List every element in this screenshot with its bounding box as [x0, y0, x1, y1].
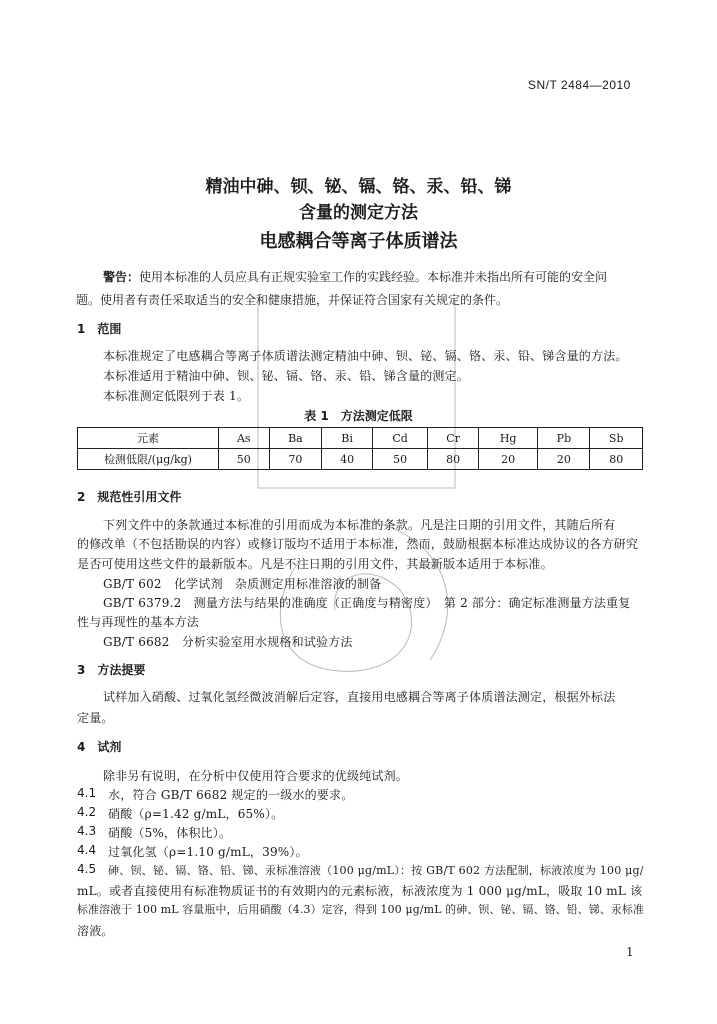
- item-number: 4.5: [77, 862, 97, 876]
- item-text: 硝酸（ρ=1.42 g/mL，65%）。: [108, 807, 284, 821]
- table-cell: 50: [372, 449, 428, 470]
- standard-number: SN/T 2484—2010: [528, 78, 631, 92]
- item-text: 水，符合 GB/T 6682 规定的一级水的要求。: [108, 788, 354, 802]
- item-4-5-line-3: 标准溶液于 100 mL 容量瓶中，后用硝酸（4.3）定容，得到 100 μg/mL 的砷、钡、铋、镉、铬、铅、锑、汞标准: [77, 903, 645, 916]
- item-number: 4.1: [77, 786, 97, 800]
- warning-line-2: 题。使用者有责任采取适当的安全和健康措施，并保证符合国家有关规定的条件。: [76, 293, 509, 307]
- table-header-cell: 元素: [78, 428, 219, 449]
- section-1-heading: 1 范围: [77, 322, 122, 336]
- warning-line-1: 使用本标准的人员应具有正规实验室工作的实践经验。本标准并未指出所有可能的安全问: [139, 270, 608, 284]
- section-2-para-line-1: 下列文件中的条款通过本标准的引用而成为本标准的条款。凡是注日期的引用文件，其随后所有: [103, 518, 616, 532]
- table-header-row: [78, 428, 643, 449]
- item-4-5-line-4: 溶液。: [77, 924, 114, 938]
- table-row: [78, 449, 643, 470]
- table-cell: 检测低限/(μg/kg): [78, 449, 219, 470]
- section-1-para-3: 本标准测定低限列于表 1。: [103, 389, 250, 403]
- item-number: 4.4: [77, 843, 97, 857]
- table-1-caption: 表 1 方法测定低限: [304, 409, 413, 423]
- item-4-5-line-1: 砷、钡、铋、镉、铬、铅、锑、汞标准溶液（100 μg/mL）：按 GB/T 602 方法配制，标液浓度为 100 μg/: [108, 864, 644, 877]
- table-header-cell: Sb: [590, 428, 643, 449]
- section-4-intro: 除非另有说明，在分析中仅使用符合要求的优级纯试剂。: [103, 769, 409, 783]
- table-header-cell: Ba: [269, 428, 322, 449]
- item-number: 4.3: [77, 824, 97, 838]
- section-3-para-line-2: 定量。: [77, 711, 114, 725]
- reference-gbt-6379-line-1: GB/T 6379.2 测量方法与结果的准确度（正确度与精密度） 第 2 部分：确定标准测量方法重复: [103, 596, 631, 610]
- section-4-heading: 4 试剂: [77, 740, 122, 754]
- table-cell: 40: [322, 449, 373, 470]
- table-header-cell: Bi: [322, 428, 373, 449]
- section-2-heading: 2 规范性引用文件: [77, 490, 182, 504]
- reference-gbt-6379-line-2: 性与再现性的基本方法: [77, 615, 200, 629]
- section-2-para-line-3: 是否可使用这些文件的最新版本。凡是不注日期的引用文件，其最新版本适用于本标准。: [77, 557, 553, 571]
- detection-limit-table: [77, 427, 643, 470]
- table-cell: 80: [590, 449, 643, 470]
- table-cell: 80: [428, 449, 479, 470]
- table-cell: 70: [269, 449, 322, 470]
- table-header-cell: Pb: [538, 428, 590, 449]
- section-1-para-1: 本标准规定了电感耦合等离子体质谱法测定精油中砷、钡、铋、镉、铬、汞、铅、锑含量的方法。: [103, 349, 628, 363]
- page-number: 1: [626, 945, 634, 959]
- section-1-para-2: 本标准适用于精油中砷、钡、铋、镉、铬、汞、铅、锑含量的测定。: [103, 369, 470, 383]
- section-3-heading: 3 方法提要: [77, 663, 146, 677]
- table-cell: 50: [219, 449, 270, 470]
- title-line-1: 精油中砷、钡、铋、镉、铬、汞、铅、锑: [205, 177, 512, 197]
- table-cell: 20: [478, 449, 537, 470]
- title-line-2: 含量的测定方法: [299, 203, 418, 223]
- table-header-cell: Cd: [372, 428, 428, 449]
- item-text: 过氧化氢（ρ=1.10 g/mL，39%）。: [108, 845, 308, 859]
- title-line-3: 电感耦合等离子体质谱法: [259, 231, 458, 252]
- section-3-para-line-1: 试样加入硝酸、过氧化氢经微波消解后定容，直接用电感耦合等离子体质谱法测定，根据外标法: [103, 690, 616, 704]
- table-header-cell: As: [219, 428, 270, 449]
- reference-gbt-6682: GB/T 6682 分析实验室用水规格和试验方法: [103, 635, 353, 649]
- item-number: 4.2: [77, 805, 97, 819]
- item-4-5-line-2: mL。或者直接使用有标准物质证书的有效期内的元素标液，标液浓度为 1 000 μg/mL，吸取 10 mL 该: [77, 884, 643, 898]
- table-header-cell: Hg: [478, 428, 537, 449]
- table-cell: 20: [538, 449, 590, 470]
- section-2-para-line-2: 的修改单（不包括勘误的内容）或修订版均不适用于本标准，然而，鼓励根据本标准达成协议的各方研究: [77, 537, 639, 551]
- warning-label: 警告：: [103, 270, 140, 284]
- reference-gbt-602: GB/T 602 化学试剂 杂质测定用标准溶液的制备: [103, 577, 382, 591]
- table-header-cell: Cr: [428, 428, 479, 449]
- item-text: 硝酸（5%，体积比）。: [108, 826, 232, 840]
